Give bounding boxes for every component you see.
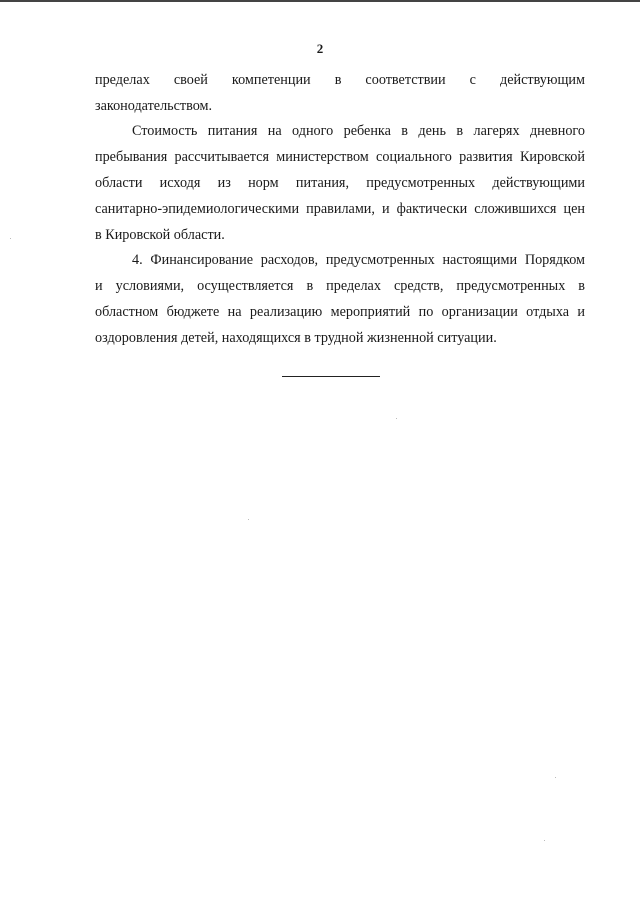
text-line: в Кировской области. — [95, 227, 225, 243]
text-line: областном бюджете на реализацию мероприятий по организации отдыха и — [95, 304, 585, 320]
text-line: законодательством. — [95, 98, 213, 114]
paragraph-1 — [95, 67, 585, 119]
text-line: оздоровления детей, находящихся в трудной жизненной ситуации. — [95, 330, 497, 346]
text-line: пребывания рассчитывается министерством социального развития Кировской — [95, 149, 585, 165]
page-number: 2 — [316, 41, 324, 56]
scan-speck — [396, 418, 397, 419]
scan-top-edge-line — [0, 0, 640, 2]
paragraph-3 — [95, 247, 585, 351]
scan-speck — [544, 840, 545, 841]
text-line: и условиями, осуществляется в пределах средств, предусмотренных в — [95, 278, 585, 294]
text-line: Стоимость питания на одного ребенка в день в лагерях дневного — [132, 123, 585, 139]
text-line: 4. Финансирование расходов, предусмотренных настоящими Порядком — [132, 252, 585, 268]
scan-speck — [555, 777, 556, 778]
text-line: пределах своей компетенции в соответствии с действующим — [95, 72, 585, 88]
paragraph-2 — [95, 118, 585, 248]
scan-speck — [248, 519, 249, 520]
text-line: области исходя из норм питания, предусмотренных действующими — [95, 175, 585, 191]
scan-speck — [10, 238, 11, 239]
text-line: санитарно-эпидемиологическими правилами, и фактически сложившихся цен — [95, 201, 585, 217]
closing-rule — [282, 376, 380, 377]
